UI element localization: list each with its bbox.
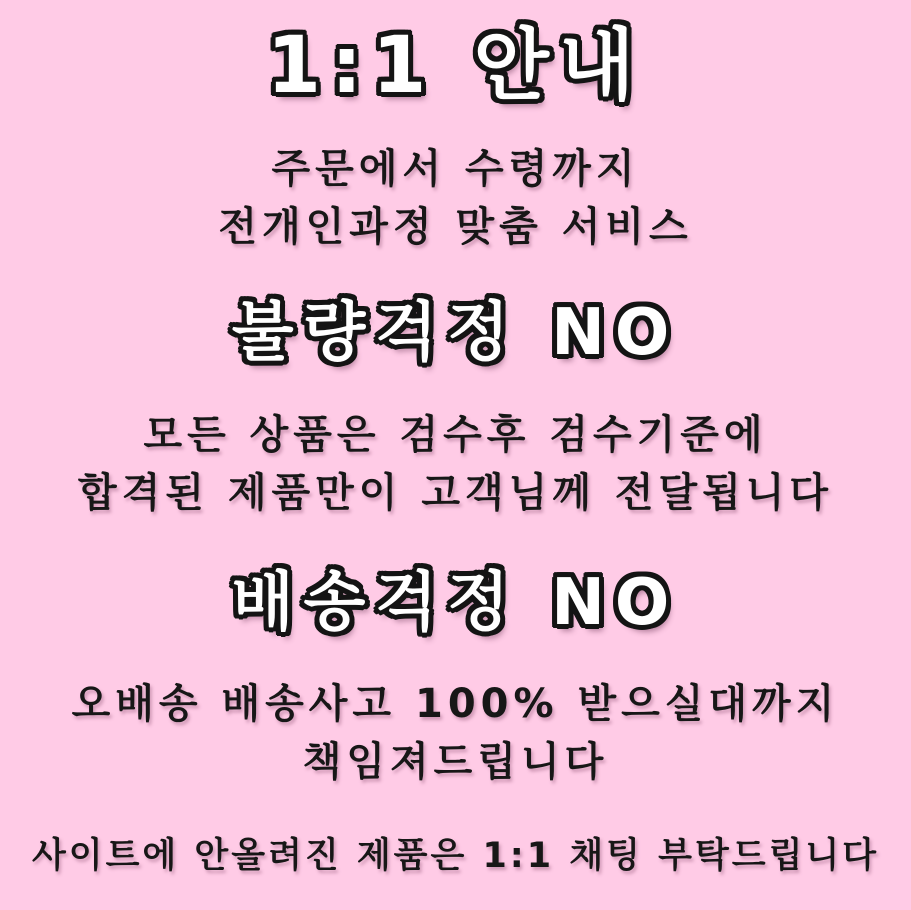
defect-line-1: 모든 상품은 검수후 검수기준에 (143, 412, 768, 459)
defect-section-paragraph (78, 406, 833, 522)
intro-paragraph (218, 140, 692, 256)
intro-line-1: 주문에서 수령까지 (271, 145, 640, 192)
defect-section-heading: 불량걱정 NO (231, 295, 680, 370)
shipping-section-paragraph (72, 675, 840, 791)
intro-line-2: 전개인과정 맞춤 서비스 (218, 203, 693, 250)
poster-title: 1:1 안내 (266, 21, 645, 111)
shipping-line-1: 오배송 배송사고 100% 받으실대까지 (71, 680, 840, 727)
shipping-section-heading: 배송걱정 NO (231, 566, 680, 641)
shipping-line-2: 책임져드립니다 (302, 738, 609, 785)
defect-line-2: 합격된 제품만이 고객님께 전달됩니다 (77, 470, 834, 517)
footer-note: 사이트에 안올려진 제품은 1:1 채팅 부탁드립니다 (31, 836, 880, 877)
